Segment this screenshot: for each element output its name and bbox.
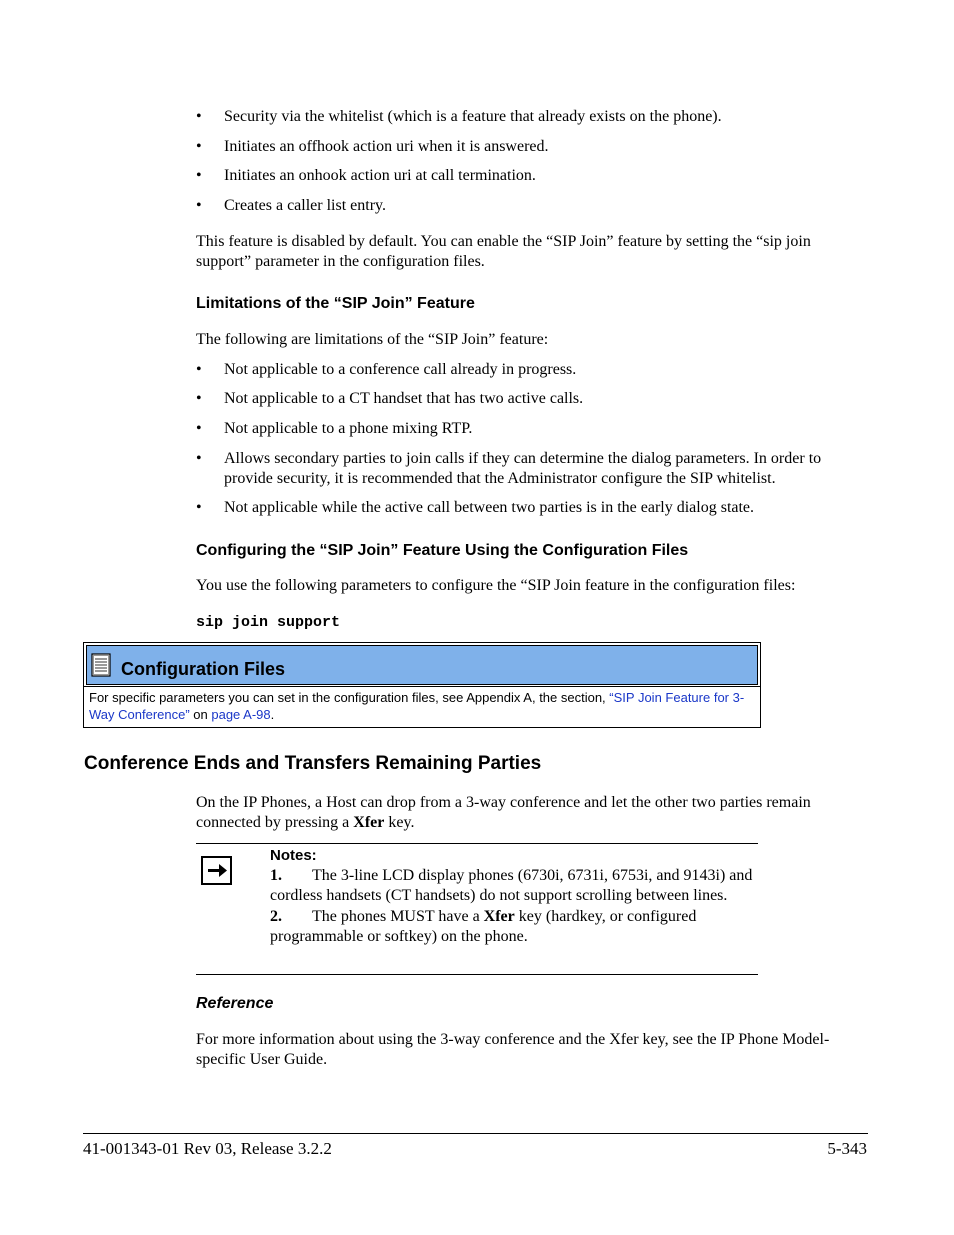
notes-label: Notes: (270, 847, 317, 864)
note-item: 1. The 3-line LCD display phones (6730i, 6731i, 6753i, and 9143i) and cordless handsets (CT handsets) do not support scrolling between lines. (270, 867, 753, 904)
config-files-text: For specific parameters you can set in the configuration files, see Appendix A, the section, “SIP Join Feature for 3-Way Conference” on page A-98. (89, 690, 745, 722)
list-item: • Not applicable to a CT handset that has two active calls. (196, 390, 584, 407)
list-item: • Creates a caller list entry. (196, 197, 386, 214)
reference-heading: Reference (196, 995, 274, 1012)
list-item: • Not applicable to a phone mixing RTP. (196, 420, 473, 437)
limitations-intro: The following are limitations of the “SIP Join” feature: (196, 331, 549, 348)
list-item: • Allows secondary parties to join calls if they can determine the dialog parameters. In order to provide security, it is recommended that the Administrator configure the SIP whitelist. (196, 450, 822, 487)
notes-block (270, 846, 758, 947)
divider (196, 843, 758, 844)
list-item: • Not applicable while the active call between two parties is in the early dialog state. (196, 499, 755, 516)
divider (84, 686, 760, 687)
footer-rule (83, 1133, 868, 1134)
parameter-name: sip join support (196, 614, 341, 631)
configuring-heading: Configuring the “SIP Join” Feature Using the Configuration Files (196, 542, 689, 559)
list-item: • Initiates an offhook action uri when it is answered. (196, 138, 549, 155)
page-a98-link[interactable]: page A-98 (211, 707, 271, 722)
intro-paragraph: This feature is disabled by default. You can enable the “SIP Join” feature by setting the “sip join support” parameter in the configuration files. (196, 233, 811, 270)
divider (196, 974, 758, 975)
limitations-heading: Limitations of the “SIP Join” Feature (196, 295, 475, 312)
list-item: • Initiates an onhook action uri at call termination. (196, 167, 536, 184)
conference-paragraph: On the IP Phones, a Host can drop from a 3-way conference and let the other two parties remain connected by pressing a Xfer key. (196, 794, 811, 831)
conference-heading: Conference Ends and Transfers Remaining Parties (84, 753, 542, 774)
list-item: • Not applicable to a conference call already in progress. (196, 361, 577, 378)
sip-join-section-link[interactable]: “SIP Join Feature for 3-Way Conference” (89, 690, 745, 722)
arrow-right-icon (201, 856, 232, 885)
page-number: 5-343 (827, 1139, 867, 1158)
configuring-intro: You use the following parameters to configure the “SIP Join feature in the configuration files: (196, 577, 796, 594)
config-files-header (86, 645, 758, 685)
reference-paragraph: For more information about using the 3-way conference and the Xfer key, see the IP Phone Model-specific User Guide. (196, 1031, 830, 1068)
list-item: • Security via the whitelist (which is a feature that already exists on the phone). (196, 108, 722, 125)
footer-document-id: 41-001343-01 Rev 03, Release 3.2.2 (83, 1139, 332, 1158)
config-files-title: Configuration Files (121, 659, 285, 679)
document-icon (91, 653, 111, 677)
note-item: 2. The phones MUST have a Xfer key (hardkey, or configured programmable or softkey) on the phone. (270, 908, 697, 945)
